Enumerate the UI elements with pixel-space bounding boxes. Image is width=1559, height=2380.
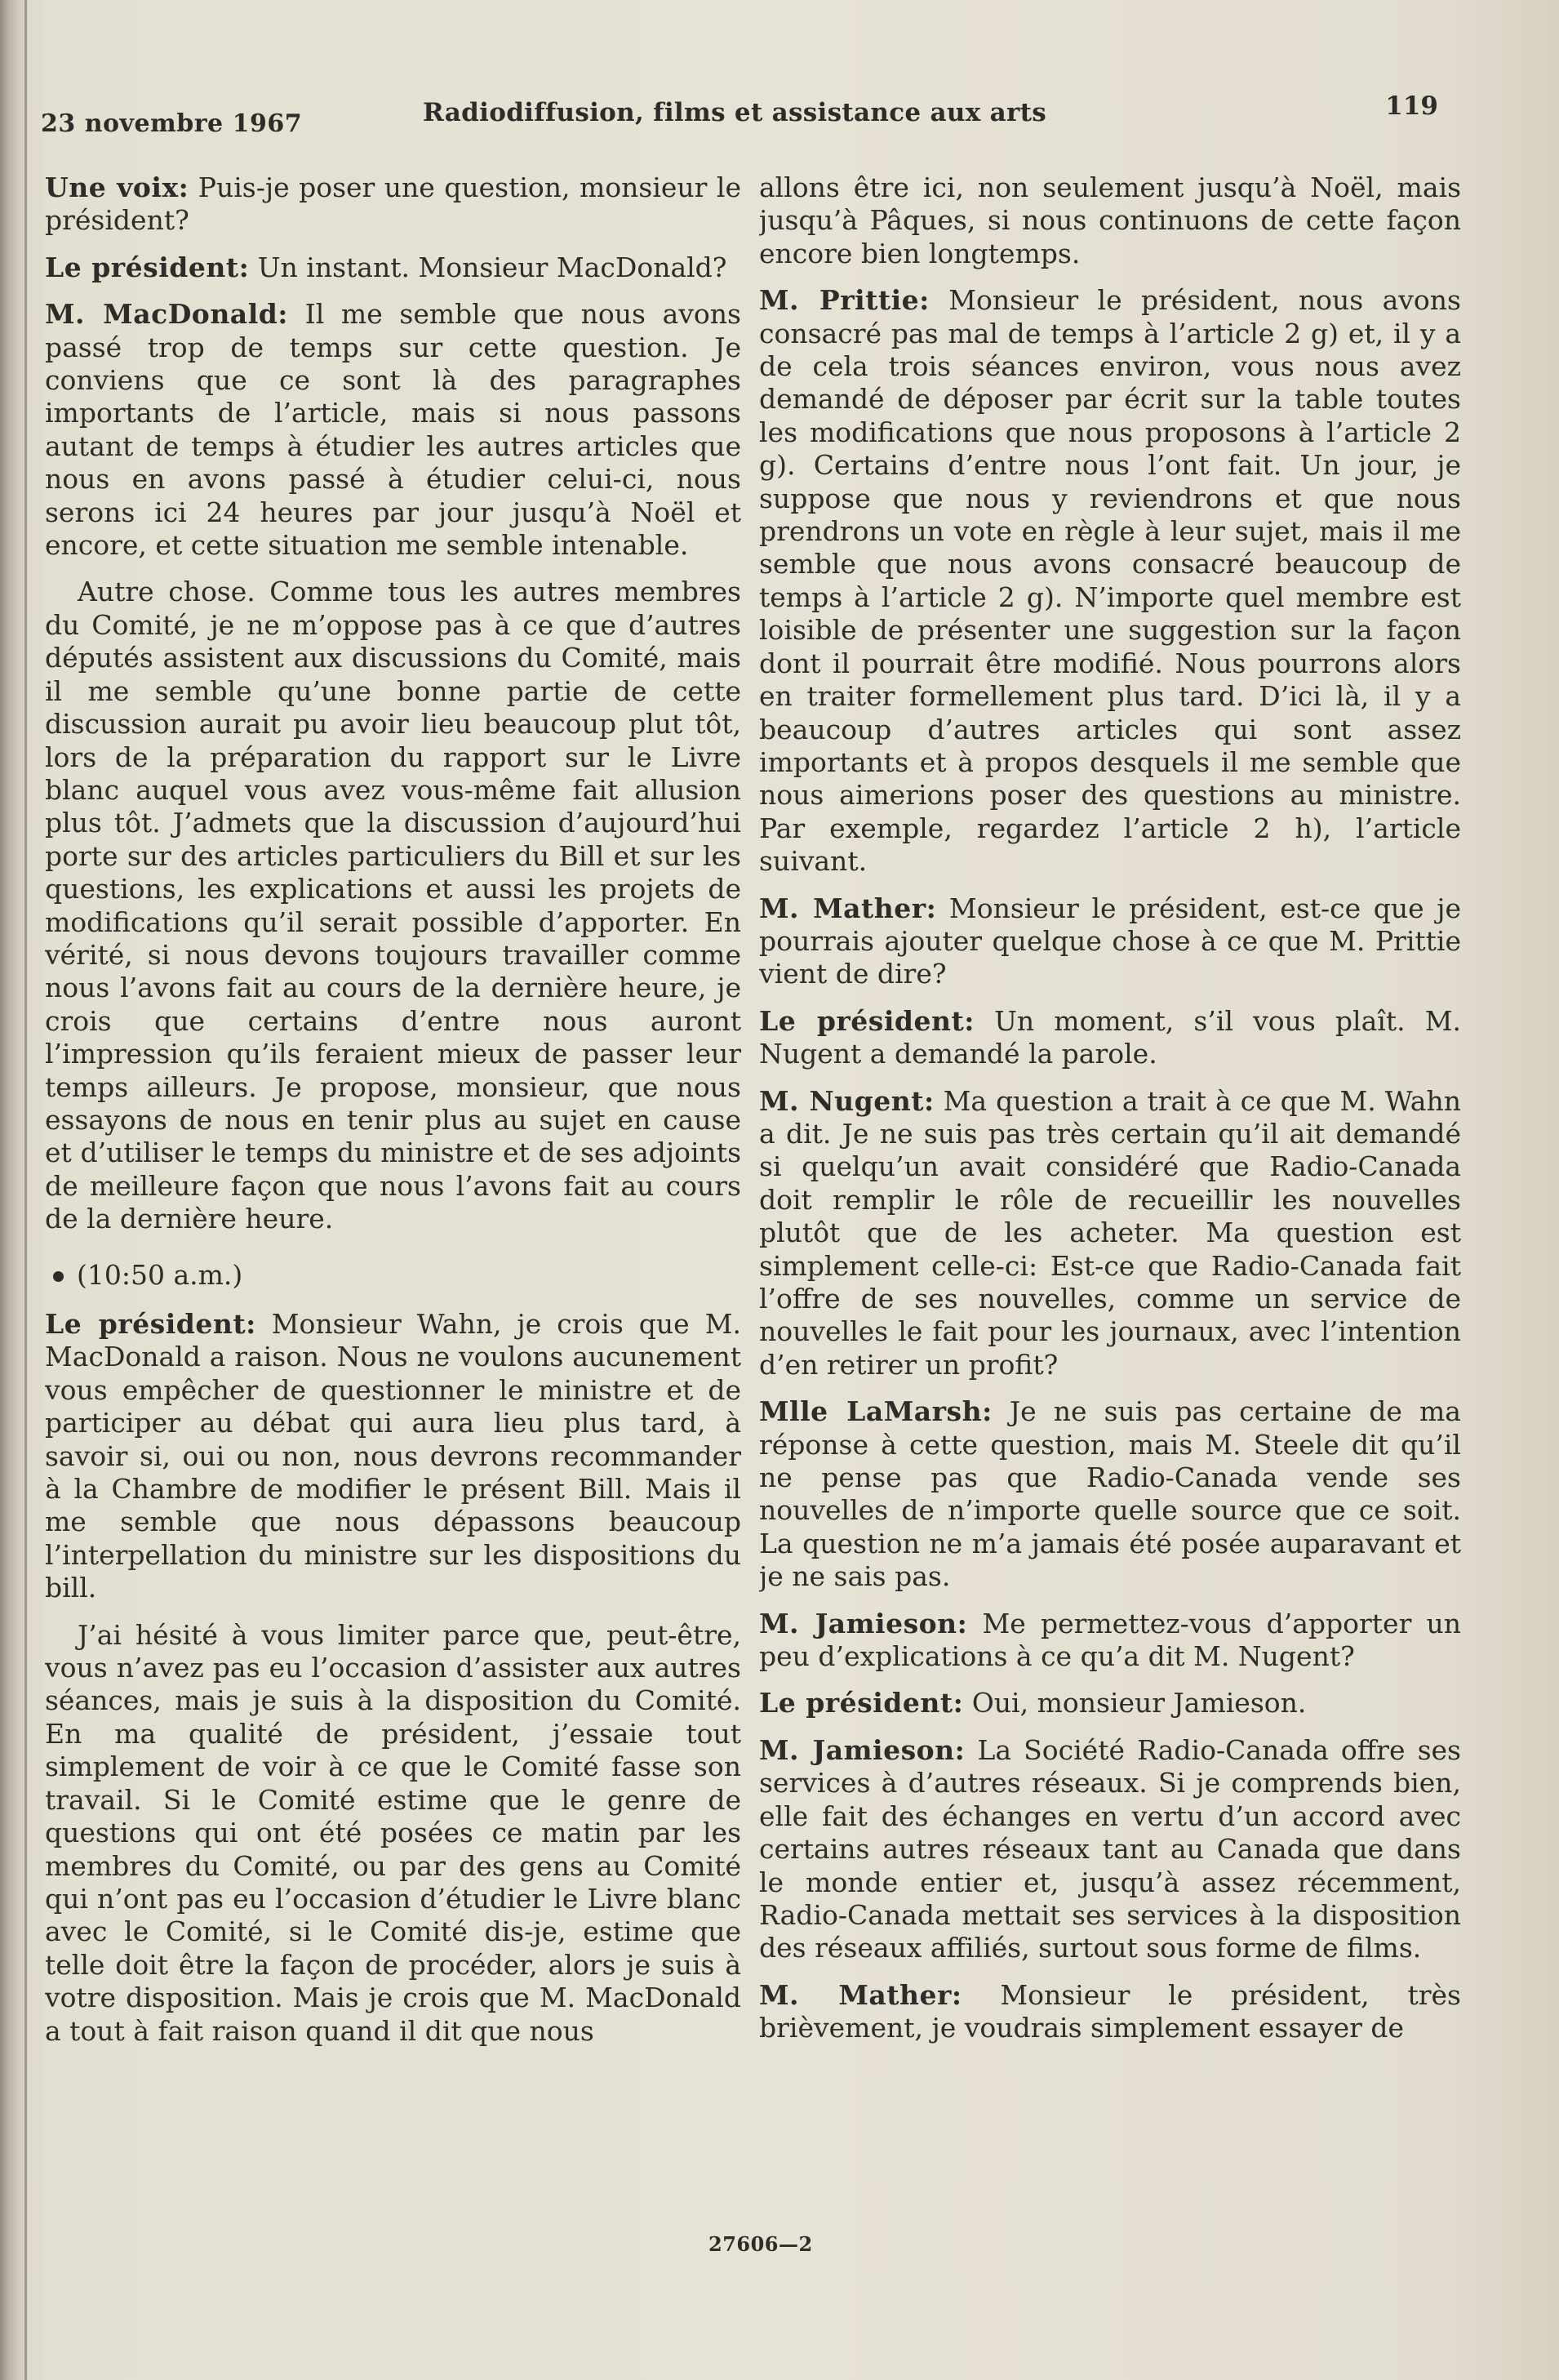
speaker-name: M. Mather:: [759, 892, 937, 924]
paragraph: [759, 1608, 1461, 1674]
paragraph: [759, 171, 1461, 270]
speaker-name: M. Jamieson:: [759, 1607, 968, 1639]
paragraph: [759, 1734, 1461, 1965]
left-column: [45, 171, 741, 2229]
speaker-name: M. Prittie:: [759, 284, 930, 317]
paragraph-text: Monsieur le président, très brièvement, je voudrais simplement essayer de: [759, 1978, 1461, 2044]
speaker-name: M. Jamieson:: [759, 1733, 966, 1766]
paragraph: [759, 1979, 1461, 2045]
paragraph-text: Me permettez-vous d’apporter un peu d’explications à ce qu’a dit M. Nugent?: [759, 1607, 1461, 1673]
paragraph-text: Monsieur le président, nous avons consacré pas mal de temps à l’article 2 g) et, il y a de cela trois séances environ, vous nous avez demandé de déposer par écrit sur la table toutes les modifications que nous proposons à l’article 2 g). Certains d’entre nous l’ont fait. Un jour, je suppose que nous y reviendrons et que nous prendrons un vote en règle à leur sujet, mais il me semble que nous avons consacré beaucoup de temps à l’article 2 g). N’importe quel membre est loisible de présenter une suggestion sur la façon dont il pourrait être modifié. Nous pourrons alors en traiter formellement plus tard. D’ici là, il y a beaucoup d’autres articles qui sont assez importants et à propos desquels il me semble que nous aimerions poser des questions au ministre. Par exemple, regardez l’article 2 h), l’article suivant.: [759, 284, 1461, 878]
paragraph: [45, 251, 741, 284]
running-header: [41, 91, 1438, 140]
speaker-name: Mlle LaMarsh:: [759, 1395, 993, 1428]
time-marker: [53, 1259, 741, 1292]
paragraph: [45, 298, 741, 562]
paragraph: [45, 576, 741, 1235]
paragraph-text: Autre chose. Comme tous les autres membres du Comité, je ne m’oppose pas à ce que d’autres députés assistent aux discussions du Comité, mais il me semble qu’une bonne partie de cette discussion aurait pu avoir lieu beaucoup plut tôt, lors de la préparation du rapport sur le Livre blanc auquel vous avez vous-même fait allusion plus tôt. J’admets que la discussion d’aujourd’hui porte sur des articles particuliers du Bill et sur les questions, les explications et aussi les projets de modifications qu’il serait possible d’apporter. En vérité, si nous devons toujours travailler comme nous l’avons fait au cours de la dernière heure, je crois que certains d’entre nous auront l’impression qu’ils feraient mieux de passer leur temps ailleurs. Je propose, monsieur, que nous essayons de nous en tenir plus au sujet en cause et d’utiliser le temps du ministre et de ses adjoints de meilleure façon que nous l’avons fait au cours de la dernière heure.: [45, 576, 741, 1235]
paragraph: [759, 284, 1461, 878]
paragraph-text: Puis-je poser une question, monsieur le président?: [45, 171, 741, 237]
paragraph: [45, 171, 741, 238]
paragraph-text: Je ne suis pas certaine de ma réponse à cette question, mais M. Steele dit qu’il ne pense pas que Radio-Canada vende ses nouvelles de n’importe quelle source que ce soit. La question ne m’a jamais été posée auparavant et je ne sais pas.: [759, 1395, 1461, 1593]
bullet-icon: [53, 1271, 64, 1282]
paragraph-text: Il me semble que nous avons passé trop de temps sur cette question. Je conviens que ce sont là des paragraphes importants de l’article, mais si nous passons autant de temps à étudier les autres articles que nous en avons passé à étudier celui-ci, nous serons ici 24 heures par jour jusqu’à Noël et encore, et cette situation me semble intenable.: [45, 298, 741, 562]
paragraph-text: Un instant. Monsieur MacDonald?: [257, 251, 727, 283]
paragraph-text: allons être ici, non seulement jusqu’à Noël, mais jusqu’à Pâques, si nous continuons de cette façon encore bien longtemps.: [759, 171, 1461, 269]
paragraph: [759, 892, 1461, 991]
speaker-name: Le président:: [45, 251, 250, 283]
speaker-name: M. Nugent:: [759, 1084, 935, 1117]
paragraph-text: Ma question a trait à ce que M. Wahn a dit. Je ne suis pas très certain qu’il ait demandé si quelqu’un avait considéré que Radio-Canada doit remplir le rôle de recueillir les nouvelles plutôt que de les acheter. Ma question est simplement celle-ci: Est-ce que Radio-Canada fait l’offre de ses nouvelles, comme un service de nouvelles le fait pour les journaux, avec l’intention d’en retirer un profit?: [759, 1084, 1461, 1381]
paragraph-text: Monsieur le président, est-ce que je pourrais ajouter quelque chose à ce que M. Prittie vient de dire?: [759, 892, 1461, 990]
right-column: [759, 171, 1461, 2229]
speaker-name: M. MacDonald:: [45, 298, 288, 331]
time-marker-text: (10:50 a.m.): [77, 1258, 243, 1291]
footer-signature-mark: 27606—2: [708, 2232, 813, 2256]
speaker-name: Une voix:: [45, 171, 189, 203]
binding-edge-line: [24, 0, 27, 2380]
paragraph: [759, 1085, 1461, 1382]
page-binding: [0, 0, 28, 2380]
paragraph-text: Monsieur Wahn, je crois que M. MacDonald a raison. Nous ne voulons aucunement vous empêcher de questionner le ministre et de participer au débat qui aura lieu plus tard, à savoir si, oui ou non, nous devrons recommander à la Chambre de modifier le présent Bill. Mais il me semble que nous dépassons beaucoup l’interpellation du ministre sur les dispositions du bill.: [45, 1308, 741, 1604]
paragraph: [759, 1687, 1461, 1719]
speaker-name: Le président:: [45, 1308, 256, 1340]
paragraph-text: Oui, monsieur Jamieson.: [971, 1687, 1307, 1719]
paragraph-text: La Société Radio-Canada offre ses services à d’autres réseaux. Si je comprends bien, elle fait des échanges en vertu d’un accord avec certains autres réseaux tant au Canada que dans le monde entier et, jusqu’à assez récemment, Radio-Canada mettait ses services à la disposition des réseaux affiliés, surtout sous forme de films.: [759, 1733, 1461, 1964]
page-number: 119: [1385, 91, 1438, 121]
speaker-name: Le président:: [759, 1004, 975, 1037]
paragraph: [759, 1005, 1461, 1071]
speaker-name: M. Mather:: [759, 1978, 962, 2011]
paragraph-text: Un moment, s’il vous plaît. M. Nugent a demandé la parole.: [759, 1004, 1461, 1070]
header-title: Radiodiffusion, films et assistance aux arts: [423, 98, 1046, 127]
paragraph-text: J’ai hésité à vous limiter parce que, peut-être, vous n’avez pas eu l’occasion d’assister aux autres séances, mais je suis à la disposition du Comité. En ma qualité de président, j’essaie tout simplement de voir à ce que le Comité fasse son travail. Si le Comité estime que le genre de questions qui ont été posées ce matin par les membres du Comité, ou par des gens au Comité qui n’ont pas eu l’occasion d’étudier le Livre blanc avec le Comité, si le Comité dis-je, estime que telle doit être la façon de procéder, alors je suis à votre disposition. Mais je crois que M. MacDonald a tout à fait raison quand il dit que nous: [45, 1618, 741, 2047]
paragraph: [759, 1395, 1461, 1593]
header-date: 23 novembre 1967: [41, 109, 303, 138]
paragraph: [45, 1619, 741, 2048]
speaker-name: Le président:: [759, 1687, 964, 1719]
paragraph: [45, 1308, 741, 1605]
